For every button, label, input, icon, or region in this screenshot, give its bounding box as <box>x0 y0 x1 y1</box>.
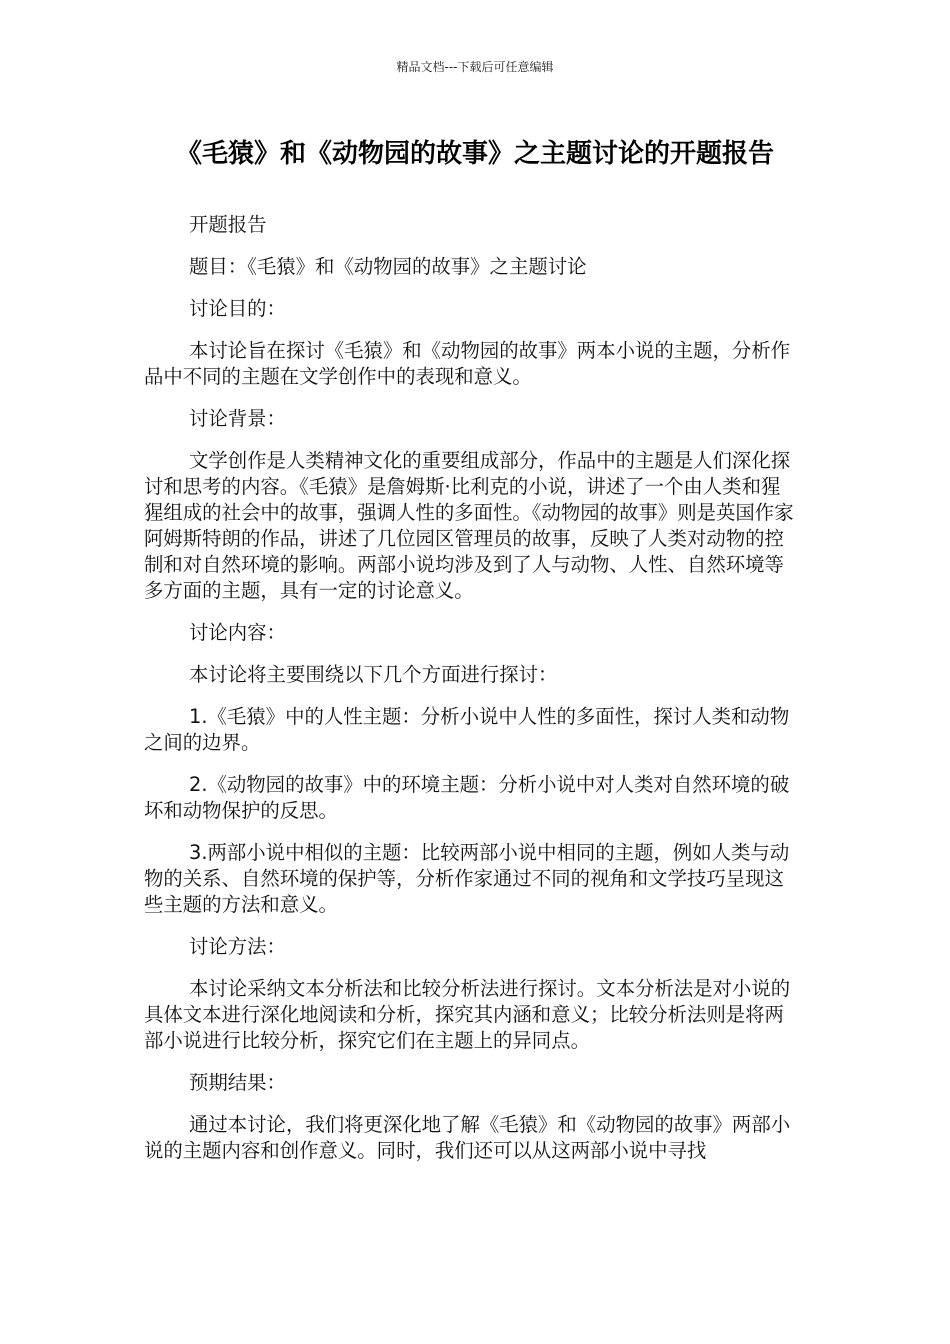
paragraph-method: 本讨论采纳文本分析法和比较分析法进行探讨。文本分析法是对小说的具体文本进行深化地阅读和分析，探究其内涵和意义；比较分析法则是将两部小说进行比较分析，探究它们在主题上的异同点。 <box>144 977 791 1052</box>
heading-content: 讨论内容： <box>189 621 286 644</box>
list-item-1: 1.《毛猿》中的人性主题：分析小说中人性的多面性，探讨人类和动物之间的边界。 <box>144 705 790 754</box>
list-item-2: 2.《动物园的故事》中的环境主题：分析小说中对人类对自然环境的破坏和动物保护的反思。 <box>144 773 790 822</box>
header-note: 精品文档---下载后可任意编辑 <box>396 60 554 74</box>
paragraph-report-label: 开题报告 <box>189 213 267 236</box>
heading-purpose: 讨论目的： <box>189 297 286 320</box>
heading-method: 讨论方法： <box>189 935 286 958</box>
paragraph-content-intro: 本讨论将主要围绕以下几个方面进行探讨： <box>189 663 558 686</box>
heading-expected-results: 预期结果： <box>189 1071 286 1094</box>
heading-background: 讨论背景： <box>189 407 286 430</box>
paragraph-background: 文学创作是人类精神文化的重要组成部分，作品中的主题是人们深化探讨和思考的内容。《毛猿》是詹姆斯·比利克的小说，讲述了一个由人类和猩猩组成的社会中的故事，强调人性的多面性。《动物园的故事》则是英国作家阿姆斯特朗的作品，讲述了几位园区管理员的故事，反映了人类对动物的控制和对自然环境的影响。两部小说均涉及到了人与动物、人性、自然环境等多方面的主题，具有一定的讨论意义。 <box>144 449 794 602</box>
paragraph-topic: 题目：《毛猿》和《动物园的故事》之主题讨论 <box>189 255 587 278</box>
list-item-3: 3.两部小说中相似的主题：比较两部小说中相同的主题，例如人类与动物的关系、自然环境的保护等，分析作家通过不同的视角和文学技巧呈现这些主题的方法和意义。 <box>144 841 790 916</box>
document-title: 《毛猿》和《动物园的故事》之主题讨论的开题报告 <box>175 139 774 169</box>
document-body <box>144 212 794 1180</box>
paragraph-expected-results: 通过本讨论，我们将更深化地了解《毛猿》和《动物园的故事》两部小说的主题内容和创作意义。同时，我们还可以从这两部小说中寻找 <box>144 1113 791 1162</box>
paragraph-purpose: 本讨论旨在探讨《毛猿》和《动物园的故事》两本小说的主题，分析作品中不同的主题在文学创作中的表现和意义。 <box>144 339 791 388</box>
